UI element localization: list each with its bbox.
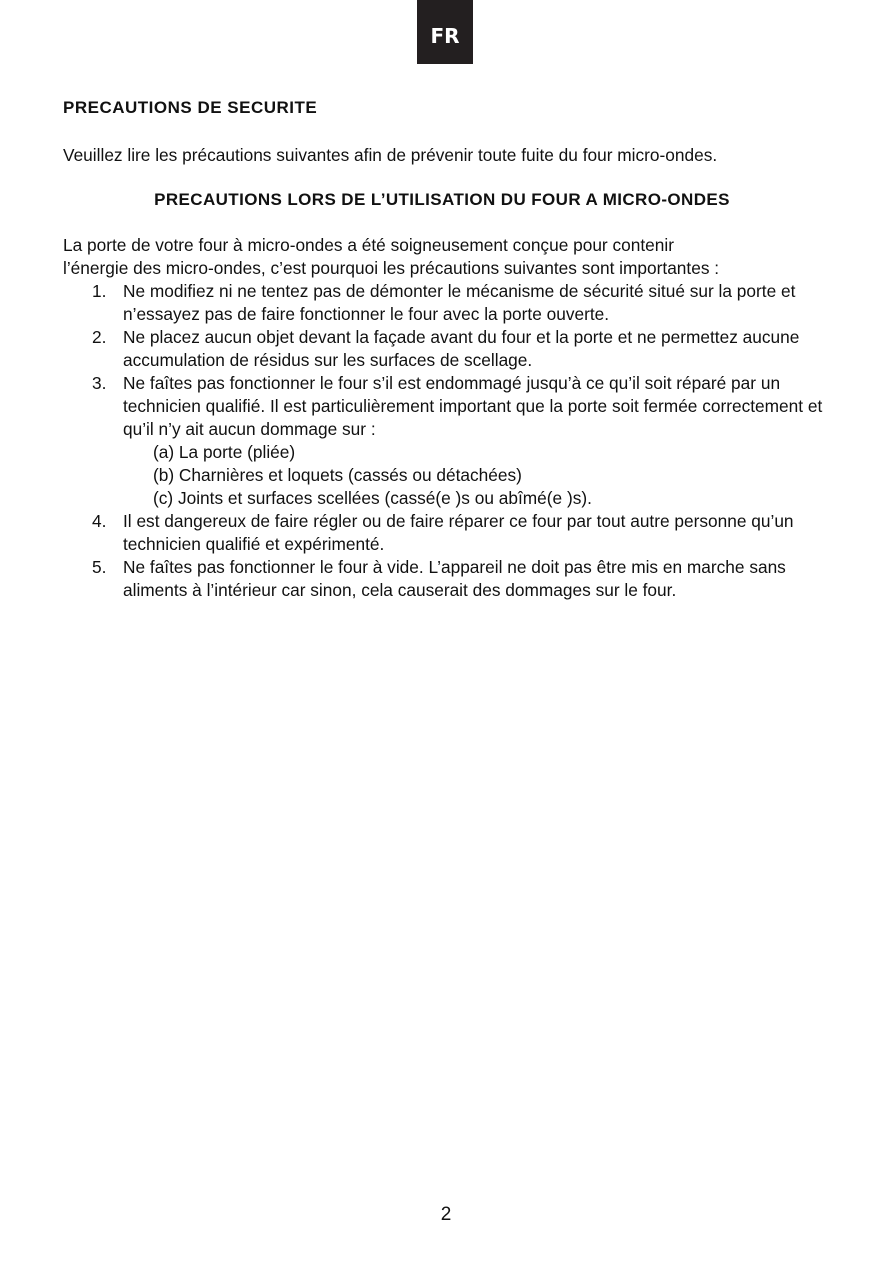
list-item-number: 1. xyxy=(92,281,107,301)
list-item-text: Ne faîtes pas fonctionner le four à vide. L’appareil ne doit pas être mis en marche sans aliments à l’intérieur car sinon, cela causerait des dommages sur le four. xyxy=(123,557,786,600)
section-title: PRECAUTIONS DE SECURITE xyxy=(63,98,318,117)
precautions-list xyxy=(63,280,843,602)
list-item xyxy=(63,556,843,602)
list-item-text: Ne faîtes pas fonctionner le four s’il est endommagé jusqu’à ce qu’il soit réparé par un technicien qualifié. Il est particulièrement important que la porte soit fermée correctement et qu’il n’y ait aucun dommage sur : xyxy=(123,373,823,439)
list-item xyxy=(63,372,843,510)
list-item xyxy=(63,510,843,556)
sublist-item: (b) Charnières et loquets (cassés ou détachées) xyxy=(153,465,522,485)
list-item-text: Il est dangereux de faire régler ou de faire réparer ce four par tout autre personne qu’un technicien qualifié et expérimenté. xyxy=(123,511,794,554)
intro-paragraph: Veuillez lire les précautions suivantes afin de prévenir toute fuite du four micro-ondes. xyxy=(63,145,718,165)
list-item-number: 5. xyxy=(92,557,107,577)
list-item xyxy=(63,326,843,372)
document-content xyxy=(63,96,843,602)
list-item-text: Ne modifiez ni ne tentez pas de démonter le mécanisme de sécurité situé sur la porte et n’essayez pas de faire fonctionner le four avec la porte ouverte. xyxy=(123,281,796,324)
lead-line-1: La porte de votre four à micro-ondes a été soigneusement conçue pour contenir xyxy=(63,235,674,255)
language-tab: FR xyxy=(417,0,473,64)
precautions-subtitle: PRECAUTIONS LORS DE L’UTILISATION DU FOUR A MICRO-ONDES xyxy=(154,190,730,209)
sublist-item: (c) Joints et surfaces scellées (cassé(e )s ou abîmé(e )s). xyxy=(153,488,592,508)
damage-sublist xyxy=(123,441,843,510)
list-item xyxy=(63,280,843,326)
lead-line-2: l’énergie des micro-ondes, c’est pourquoi les précautions suivantes sont importantes : xyxy=(63,258,720,278)
page-number: 2 xyxy=(440,1204,452,1225)
list-item-number: 2. xyxy=(92,327,107,347)
lead-paragraph xyxy=(63,234,843,280)
list-item-text: Ne placez aucun objet devant la façade avant du four et la porte et ne permettez aucune accumulation de résidus sur les surfaces de scellage. xyxy=(123,327,800,370)
sublist-item: (a) La porte (pliée) xyxy=(153,442,296,462)
list-item-number: 3. xyxy=(92,373,107,393)
list-item-number: 4. xyxy=(92,511,107,531)
